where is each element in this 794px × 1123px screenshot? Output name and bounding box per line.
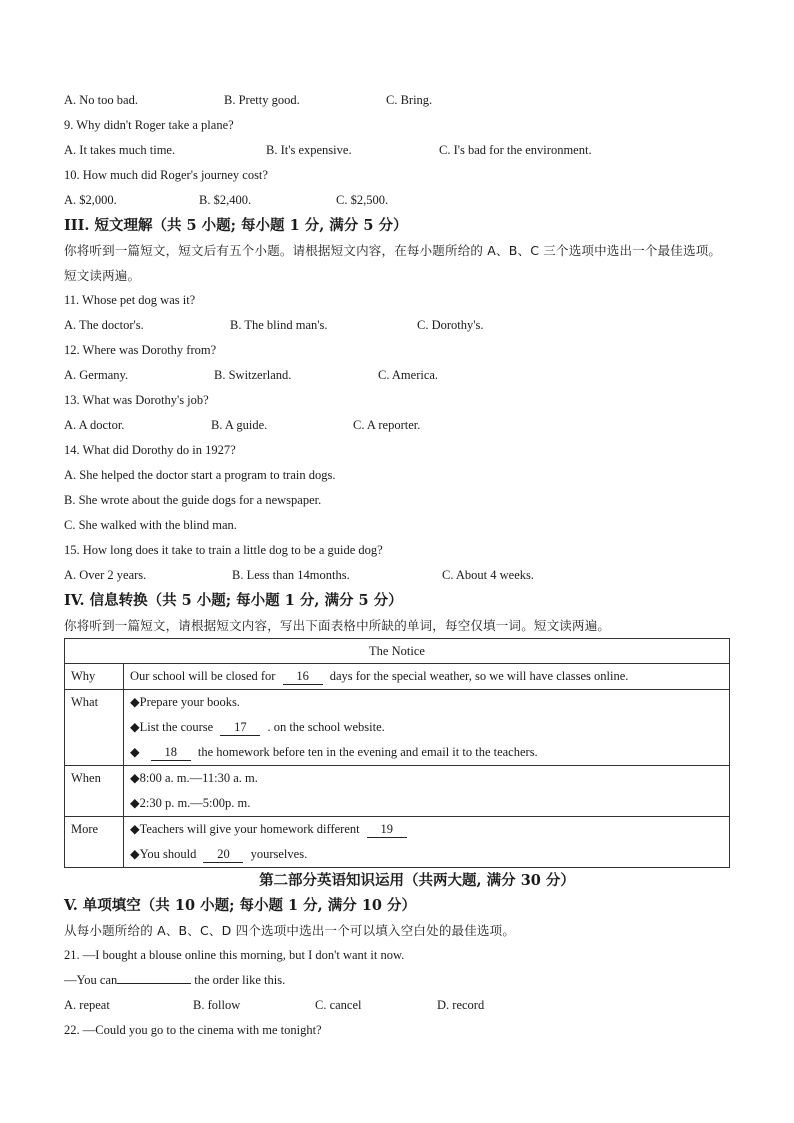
when-cell: ◆8:00 a. m.—11:30 a. m. ◆2:30 p. m.—5:00p. m.: [124, 766, 730, 817]
option-b: B. Less than 14months.: [232, 568, 350, 582]
q21-line2: —You can the order like this.: [64, 973, 286, 987]
option-a: A. $2,000.: [64, 193, 117, 207]
q8-options: [64, 88, 730, 113]
option-c: C. About 4 weeks.: [442, 568, 535, 582]
blank-20[interactable]: 20: [203, 846, 243, 863]
option-b: B. $2,400.: [199, 193, 252, 207]
section3-instruction: 你将听到一篇短文，短文后有五个小题。请根据短文内容，在每小题所给的 A、B、C 三个选项中选出一个最佳选项。短文读两遍。: [64, 243, 722, 283]
option-d: D. record: [437, 998, 485, 1012]
exam-page: [64, 88, 730, 1043]
row-label-what: What: [65, 690, 124, 766]
option-b: B. It's expensive.: [266, 143, 352, 157]
notice-title: The Notice: [65, 639, 730, 664]
q10-stem: 10. How much did Roger's journey cost?: [64, 168, 268, 182]
option-b: B. A guide.: [211, 418, 268, 432]
option-a: A. Germany.: [64, 368, 129, 382]
blank-17[interactable]: 17: [220, 719, 260, 736]
blank-21[interactable]: [117, 983, 191, 984]
row-label-when: When: [65, 766, 124, 817]
option-a: A. repeat: [64, 998, 110, 1012]
section4-instruction: 你将听到一篇短文，请根据短文内容，写出下面表格中所缺的单词，每空仅填一词。短文读两遍。: [64, 618, 611, 633]
option-a: A. No too bad.: [64, 93, 138, 107]
option-b: B. Switzerland.: [214, 368, 292, 382]
more-cell: ◆Teachers will give your homework different 19 ◆You should 20 yourselves.: [124, 817, 730, 868]
option-c: C. $2,500.: [336, 193, 389, 207]
option-b: B. Pretty good.: [224, 93, 300, 107]
q11-options: [64, 313, 730, 338]
q14-option-a: A. She helped the doctor start a program to train dogs.: [64, 468, 336, 482]
q15-options: [64, 563, 730, 588]
option-c: C. Bring.: [386, 93, 433, 107]
q13-stem: 13. What was Dorothy's job?: [64, 393, 209, 407]
option-b: B. The blind man's.: [230, 318, 328, 332]
option-b: B. follow: [193, 998, 241, 1012]
section5-heading: V. 单项填空（共 10 小题; 每小题 1 分, 满分 10 分）: [64, 897, 417, 914]
q9-stem: 9. Why didn't Roger take a plane?: [64, 118, 234, 132]
why-cell: Our school will be closed for 16 days for the special weather, so we will have classes online.: [124, 664, 730, 690]
section5-instruction: 从每小题所给的 A、B、C、D 四个选项中选出一个可以填入空白处的最佳选项。: [64, 923, 516, 938]
q13-options: [64, 413, 730, 438]
q14-option-c: C. She walked with the blind man.: [64, 518, 237, 532]
q22-stem: 22. —Could you go to the cinema with me tonight?: [64, 1023, 322, 1037]
option-c: C. Dorothy's.: [417, 318, 484, 332]
q12-options: [64, 363, 730, 388]
option-a: A. A doctor.: [64, 418, 125, 432]
option-c: C. cancel: [315, 998, 362, 1012]
what-cell: ◆Prepare your books. ◆List the course 17 . on the school website. ◆ 18 the homework before ten in the evening and email it to the teachers.: [124, 690, 730, 766]
q9-options: [64, 138, 730, 163]
option-c: C. I's bad for the environment.: [439, 143, 592, 157]
blank-16[interactable]: 16: [283, 668, 323, 685]
q11-stem: 11. Whose pet dog was it?: [64, 293, 196, 307]
section4-heading: IV. 信息转换（共 5 小题; 每小题 1 分, 满分 5 分）: [64, 592, 403, 609]
q10-options: [64, 188, 730, 213]
part2-heading: 第二部分英语知识运用（共两大题, 满分 30 分）: [259, 872, 575, 889]
blank-18[interactable]: 18: [151, 744, 191, 761]
q21-options: [64, 993, 730, 1018]
q12-stem: 12. Where was Dorothy from?: [64, 343, 217, 357]
row-label-more: More: [65, 817, 124, 868]
option-a: A. It takes much time.: [64, 143, 176, 157]
option-c: C. A reporter.: [353, 418, 421, 432]
blank-19[interactable]: 19: [367, 821, 407, 838]
option-a: A. Over 2 years.: [64, 568, 147, 582]
q21-line1: 21. —I bought a blouse online this morning, but I don't want it now.: [64, 948, 405, 962]
option-c: C. America.: [378, 368, 439, 382]
row-label-why: Why: [65, 664, 124, 690]
option-a: A. The doctor's.: [64, 318, 144, 332]
q14-stem: 14. What did Dorothy do in 1927?: [64, 443, 236, 457]
notice-table: [64, 638, 730, 868]
q14-option-b: B. She wrote about the guide dogs for a newspaper.: [64, 493, 322, 507]
q15-stem: 15. How long does it take to train a little dog to be a guide dog?: [64, 543, 383, 557]
section3-heading: III. 短文理解（共 5 小题; 每小题 1 分, 满分 5 分）: [64, 217, 408, 234]
